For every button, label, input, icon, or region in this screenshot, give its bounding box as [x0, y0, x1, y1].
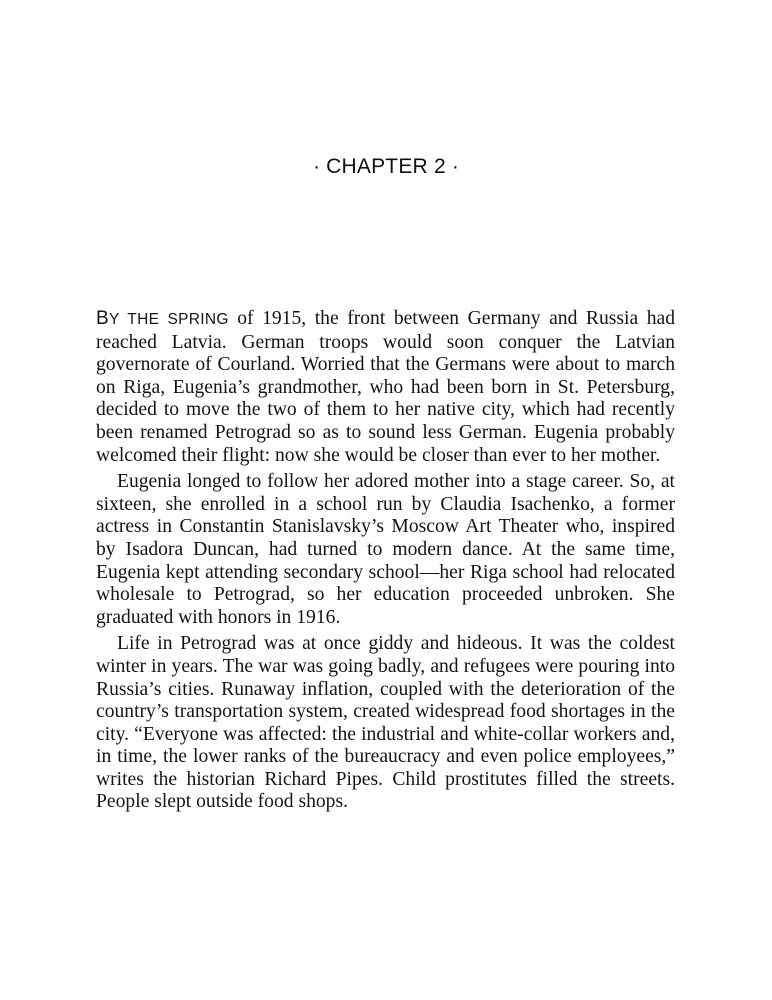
lead-smallcaps: Y THE SPRING — [108, 311, 229, 328]
paragraph-1-text: of 1915, the front between Germany and Russia had reached Latvia. German troops would soon conquer the Latvian governorate of Courland. Worried that the Germans were about to march on Riga, Eugenia’s grandmother, who had been born in St. Petersburg, decided to move the two of them to her native city, which had recently been renamed Petrograd so as to sound less German. Eugenia probably welcomed their flight: now she would be closer than ever to her mother. — [96, 308, 675, 466]
paragraph-lead-in — [96, 308, 229, 329]
lead-initial: B — [96, 308, 109, 329]
paragraph-1 — [96, 308, 675, 467]
chapter-heading: · CHAPTER 2 · — [312, 155, 460, 178]
paragraph-3: Life in Petrograd was at once giddy and hideous. It was the coldest winter in years. The war was going badly, and refugees were pouring into Russia’s cities. Runaway inflation, coupled with the deterioration of the country’s transportation system, created widespread food shortages in the city. “Everyone was affected: the industrial and white-collar workers and, in time, the lower ranks of the bureaucracy and even police employees,” writes the historian Richard Pipes. Child prostitutes filled the streets. People slept outside food shops. — [96, 633, 675, 813]
chapter-body — [96, 308, 675, 818]
paragraph-2: Eugenia longed to follow her adored mother into a stage career. So, at sixteen, she enrolled in a school run by Claudia Isachenko, a former actress in Constantin Stanislavsky’s Moscow Art Theater who, inspired by Isadora Duncan, had turned to modern dance. At the same time, Eugenia kept attending secondary school—her Riga school had relocated wholesale to Petrograd, so her education proceeded unbroken. She graduated with honors in 1916. — [96, 471, 675, 628]
